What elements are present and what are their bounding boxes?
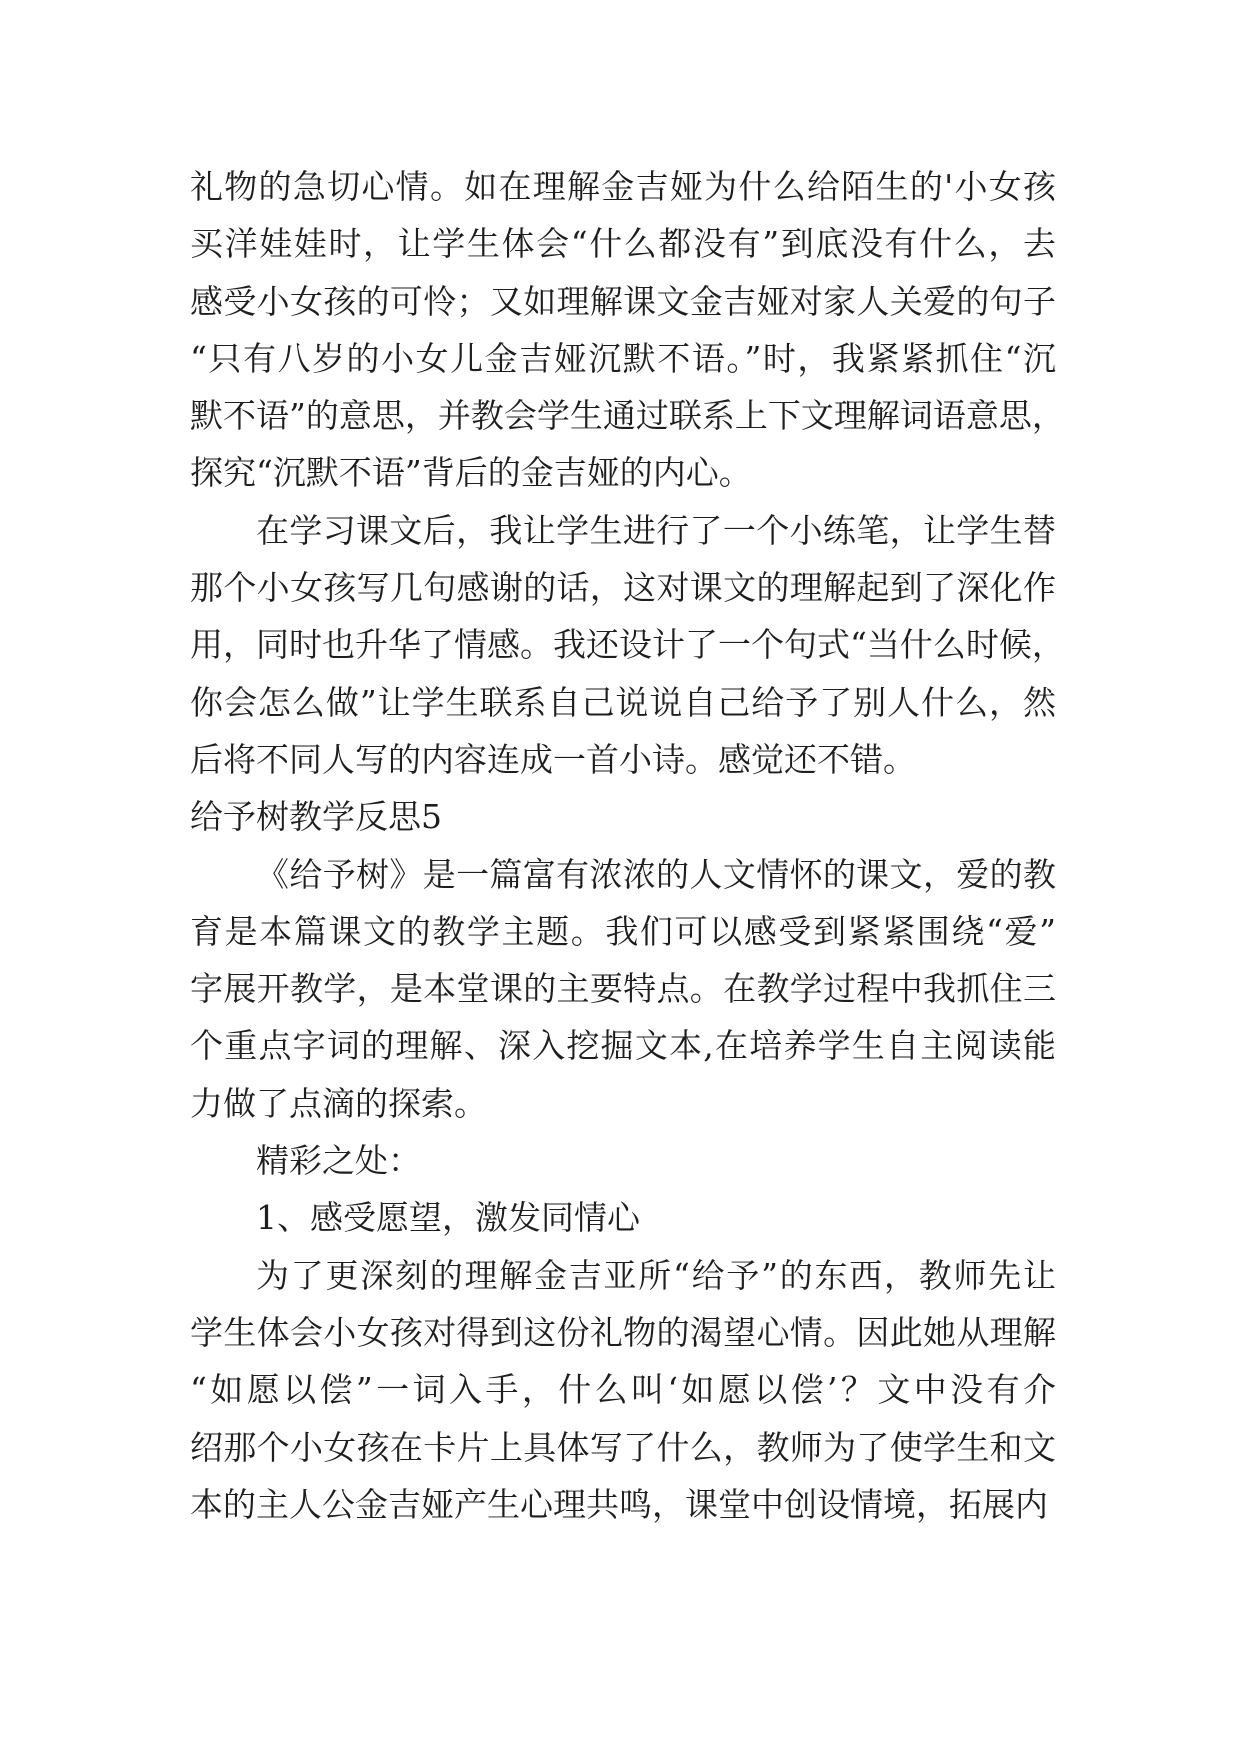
text-line: 育是本篇课文的教学主题。我们可以感受到紧紧围绕“爱” <box>190 911 1056 951</box>
paragraph <box>190 1132 1056 1189</box>
paragraph <box>190 846 1056 1132</box>
text-line: 感受小女孩的可怜；又如理解课文金吉娅对家人关爱的句子 <box>190 281 1056 321</box>
text-line: 个重点字词的理解、深入挖掘文本,在培养学生自主阅读能 <box>190 1026 1056 1066</box>
heading-text: 给予树教学反思5 <box>190 797 442 837</box>
paragraph <box>190 1247 1056 1533</box>
text-line: 绍那个小女孩在卡片上具体写了什么，教师为了使学生和文 <box>190 1427 1056 1467</box>
section-heading <box>190 788 1056 845</box>
text-line: 用，同时也升华了情感。我还设计了一个句式“当什么时候， <box>190 625 1065 665</box>
text-line: 在学习课文后，我让学生进行了一个小练笔，让学生替 <box>256 510 1056 550</box>
text-line: 为了更深刻的理解金吉亚所“给予”的东西，教师先让 <box>256 1255 1056 1295</box>
text-line: 默不语”的意思，并教会学生通过联系上下文理解词语意思， <box>190 396 1065 436</box>
text-line: 精彩之处： <box>256 1141 421 1181</box>
paragraph <box>190 502 1065 788</box>
text-line: “只有八岁的小女儿金吉娅沉默不语。”时，我紧紧抓住“沉 <box>190 338 1056 378</box>
text-line: 后将不同人写的内容连成一首小诗。感觉还不错。 <box>190 739 916 779</box>
document-body <box>190 158 1065 1533</box>
text-line: 字展开教学，是本堂课的主要特点。在教学过程中我抓住三 <box>190 969 1056 1009</box>
paragraph <box>190 1189 1056 1246</box>
text-line: 你会怎么做”让学生联系自己说说自己给予了别人什么，然 <box>190 682 1056 722</box>
text-line: 那个小女孩写几句感谢的话，这对课文的理解起到了深化作 <box>190 568 1056 608</box>
text-line: 本的主人公金吉娅产生心理共鸣，课堂中创设情境，拓展内 <box>190 1484 1048 1524</box>
text-line: 学生体会小女孩对得到这份礼物的渴望心情。因此她从理解 <box>190 1312 1056 1352</box>
text-line: 买洋娃娃时，让学生体会“什么都没有”到底没有什么，去 <box>190 224 1056 264</box>
text-line: 探究“沉默不语”背后的金吉娅的内心。 <box>190 453 752 493</box>
text-line: 力做了点滴的探索。 <box>190 1083 487 1123</box>
text-line: 1、感受愿望，激发同情心 <box>256 1198 640 1238</box>
text-line: 《给予树》是一篇富有浓浓的人文情怀的课文，爱的教 <box>256 854 1056 894</box>
text-line: “如愿以偿”一词入手，什么叫‘如愿以偿’？文中没有介 <box>190 1370 1056 1410</box>
text-line: 礼物的急切心情。如在理解金吉娅为什么给陌生的'小女孩 <box>190 167 1056 206</box>
paragraph <box>190 158 1065 502</box>
